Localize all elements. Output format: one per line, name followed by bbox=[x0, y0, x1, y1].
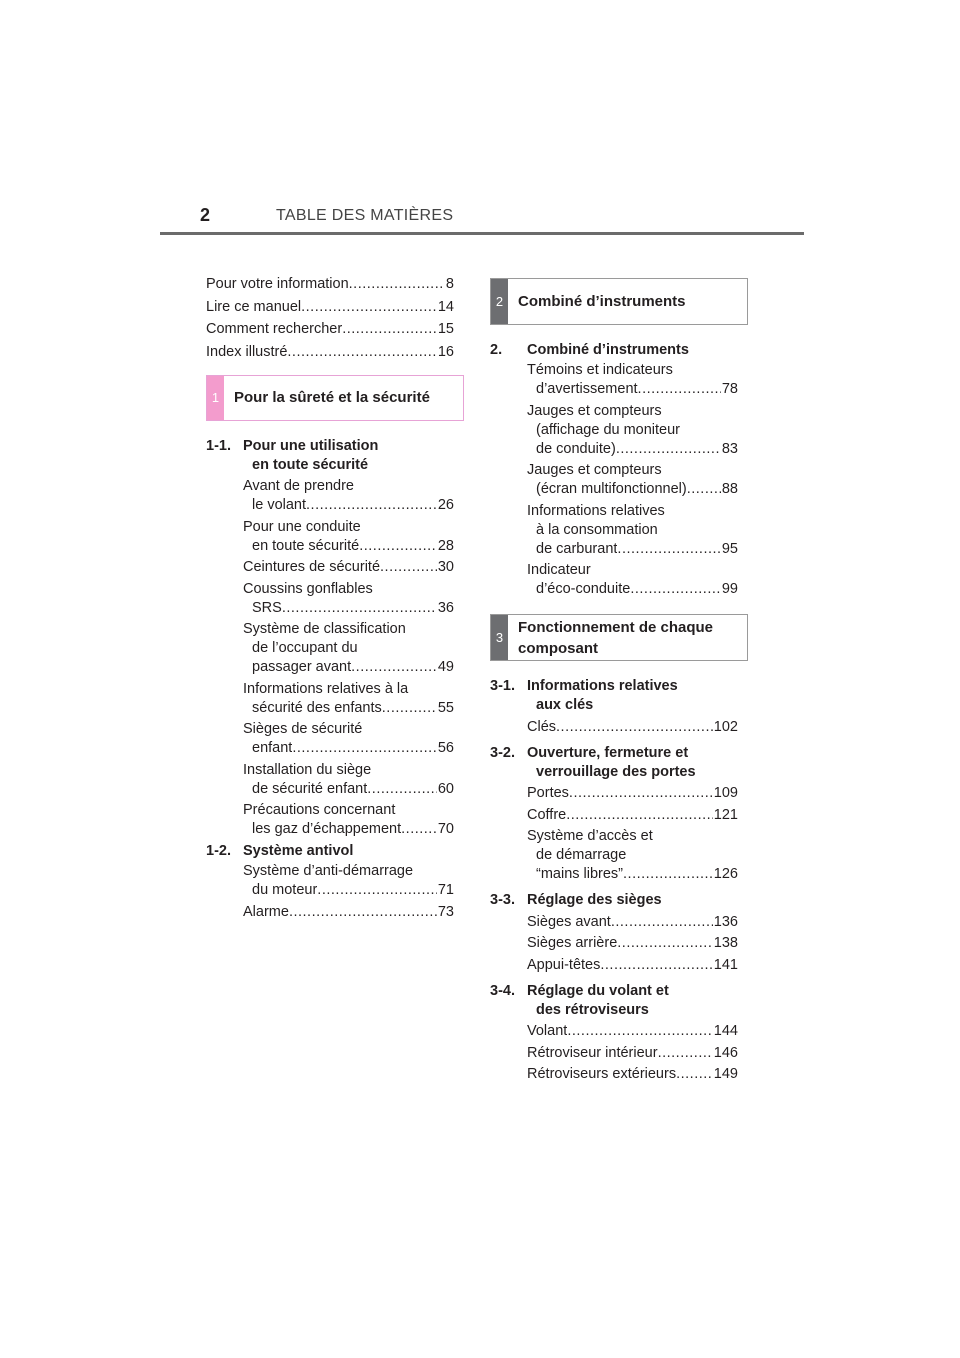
left-column bbox=[206, 275, 454, 922]
section-title: Fonctionnement de chaque composant bbox=[518, 618, 714, 657]
toc-entry[interactable]: Coussins gonflables SRS ..... 36 bbox=[243, 580, 454, 618]
toc-entry[interactable]: Système de classification de l’occupant du passager avant ..... 49 bbox=[243, 620, 454, 677]
toc-entry[interactable]: Témoins et indicateurs d’avertissement ..... 78 bbox=[527, 361, 738, 399]
toc-entry[interactable]: Informations relatives à la sécurité des enfants ..... 55 bbox=[243, 680, 454, 718]
header-rule bbox=[160, 232, 804, 235]
toc-entry[interactable]: Informations relatives à la consommation de carburant ..... 95 bbox=[527, 502, 738, 559]
toc-entry[interactable]: Portes ..... 109 bbox=[527, 784, 738, 803]
section-header-2[interactable] bbox=[490, 278, 748, 325]
toc-entry[interactable]: Pour votre information ..... 8 bbox=[206, 275, 454, 294]
toc-entry[interactable]: Jauges et compteurs (écran multifonctionnel) ..... 88 bbox=[527, 461, 738, 499]
toc-entry[interactable]: Précautions concernant les gaz d’échappement ..... 70 bbox=[243, 801, 454, 839]
toc-entry[interactable]: Jauges et compteurs (affichage du moniteur de conduite) ..... 83 bbox=[527, 402, 738, 459]
toc-entry[interactable]: Lire ce manuel ..... 14 bbox=[206, 298, 454, 317]
toc-entry[interactable]: Clés ..... 102 bbox=[527, 718, 738, 737]
right-column bbox=[490, 278, 738, 1084]
section-title: Combiné d’instruments bbox=[518, 293, 686, 310]
page-number: 2 bbox=[200, 205, 211, 225]
toc-entry[interactable]: Ceintures de sécurité ..... 30 bbox=[243, 558, 454, 577]
toc-entry[interactable]: Sièges arrière ..... 138 bbox=[527, 934, 738, 953]
chapter-heading[interactable]: 3-2. Ouverture, fermeture et verrouillage des portes bbox=[490, 744, 696, 780]
section-header-3[interactable] bbox=[490, 614, 748, 661]
toc-entry[interactable]: Sièges de sécurité enfant ..... 56 bbox=[243, 720, 454, 758]
chapter-heading[interactable]: 2. Combiné d’instruments bbox=[490, 342, 689, 358]
section-tab: 3 bbox=[491, 615, 508, 660]
toc-entry[interactable]: Appui-têtes ..... 141 bbox=[527, 956, 738, 975]
chapter-heading[interactable]: 3-3. Réglage des sièges bbox=[490, 892, 662, 908]
toc-entry[interactable]: Indicateur d’éco-conduite ..... 99 bbox=[527, 561, 738, 599]
toc-entry[interactable]: Avant de prendre le volant ..... 26 bbox=[243, 477, 454, 515]
toc-entry[interactable]: Rétroviseur intérieur ..... 146 bbox=[527, 1044, 738, 1063]
toc-entry[interactable]: Système d’accès et de démarrage “mains libres” ..... 126 bbox=[527, 827, 738, 884]
toc-entry[interactable]: Sièges avant ..... 136 bbox=[527, 913, 738, 932]
chapter-heading[interactable]: 3-1. Informations relatives aux clés bbox=[490, 678, 678, 713]
toc-entry[interactable]: Installation du siège de sécurité enfant ..... 60 bbox=[243, 761, 454, 799]
toc-entry[interactable]: Comment rechercher ..... 15 bbox=[206, 320, 454, 339]
toc-entry[interactable]: Volant ..... 144 bbox=[527, 1022, 738, 1041]
toc-entry[interactable]: Alarme ..... 73 bbox=[243, 903, 454, 922]
section-header-1[interactable] bbox=[206, 375, 464, 421]
section-title: Pour la sûreté et la sécurité bbox=[234, 389, 430, 406]
toc-entry[interactable]: Pour une conduite en toute sécurité ..... 28 bbox=[243, 518, 454, 556]
toc-entry[interactable]: Système d’anti-démarrage du moteur ..... 71 bbox=[243, 862, 454, 900]
section-tab: 2 bbox=[491, 279, 508, 324]
toc-entry[interactable]: Index illustré ..... 16 bbox=[206, 343, 454, 362]
chapter-heading[interactable]: 1-1. Pour une utilisation en toute sécurité bbox=[206, 437, 379, 473]
toc-entry[interactable]: Rétroviseurs extérieurs ..... 149 bbox=[527, 1065, 738, 1084]
section-tab: 1 bbox=[207, 376, 224, 420]
chapter-heading[interactable]: 3-4. Réglage du volant et des rétroviseurs bbox=[490, 982, 669, 1018]
chapter-heading[interactable]: 1-2. Système antivol bbox=[206, 843, 354, 859]
toc-entry[interactable]: Coffre ..... 121 bbox=[527, 806, 738, 825]
page-title: TABLE DES MATIÈRES bbox=[276, 207, 454, 224]
